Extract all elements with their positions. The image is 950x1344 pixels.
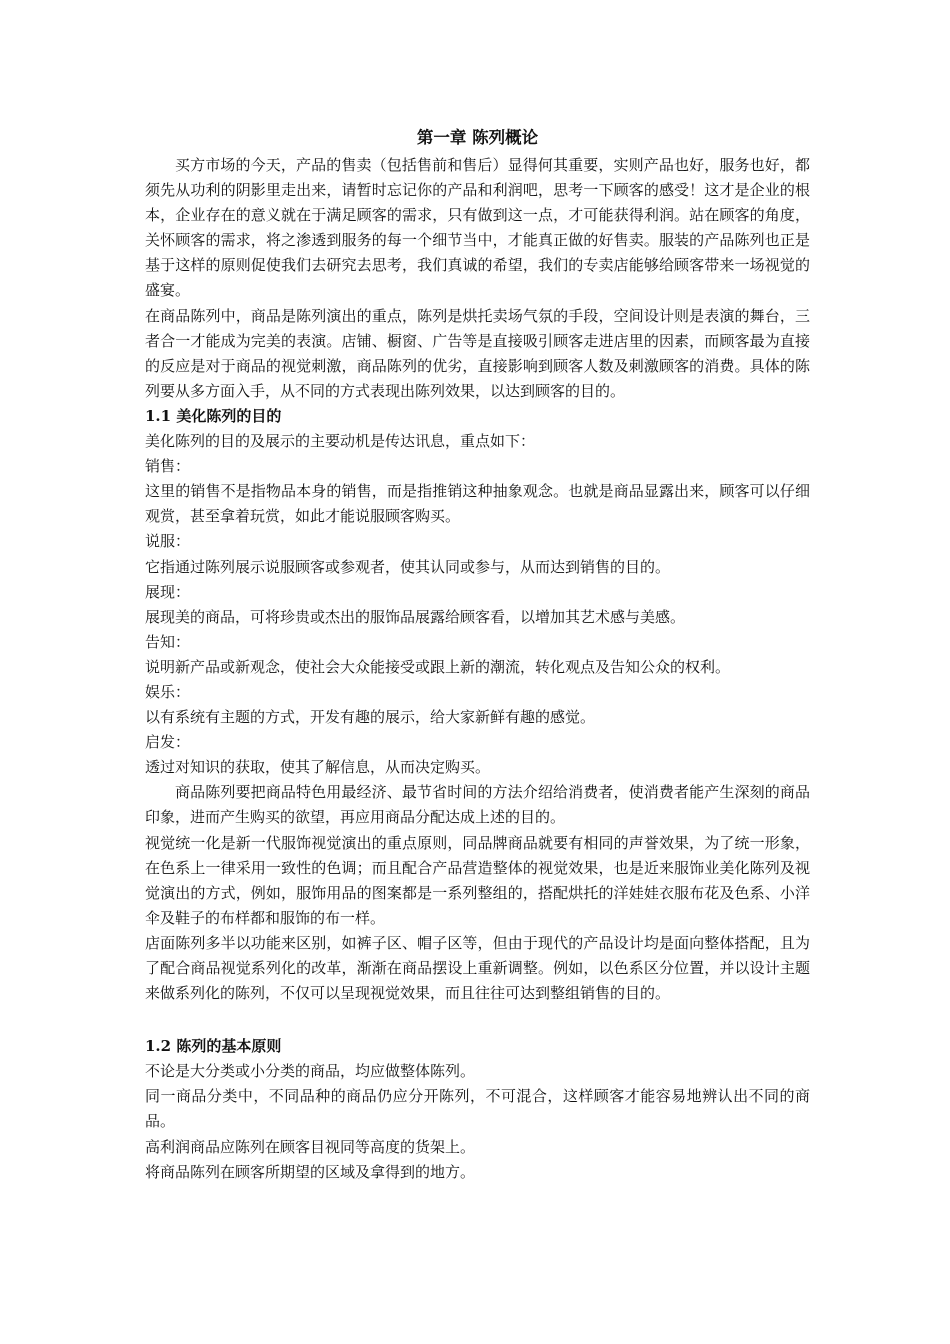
chapter-title: 第一章 陈列概论 — [416, 128, 539, 147]
principle-line: 同一商品分类中，不同品种的商品仍应分开陈列，不可混合，这样顾客才能容易地辨认出不同的商品。 — [145, 1087, 810, 1131]
item-term: 娱乐： — [145, 682, 191, 701]
section-heading-1-2: 1.2 陈列的基本原则 — [145, 1037, 282, 1056]
intro-paragraph-2: 在商品陈列中，商品是陈列演出的重点，陈列是烘托卖场气氛的手段，空间设计则是表演的舞台，三者合一才能成为完美的表演。店铺、橱窗、广告等是直接吸引顾客走进店里的因素，而顾客最为直接的反应是对于商品的视觉刺激，商品陈列的优劣，直接影响到顾客人数及刺激顾客的消费。具体的陈列要从多方面入手，从不同的方式表现出陈列效果，以达到顾客的目的。 — [145, 306, 810, 400]
item-description: 它指通过陈列展示说服顾客或参观者，使其认同或参与，从而达到销售的目的。 — [145, 557, 671, 576]
closing-paragraph-3: 店面陈列多半以功能来区别，如裤子区、帽子区等，但由于现代的产品设计均是面向整体搭配，且为了配合商品视觉系列化的改革，渐渐在商品摆设上重新调整。例如，以色系区分位置，并以设计主题来做系列化的陈列，不仅可以呈现视觉效果，而且往往可达到整组销售的目的。 — [145, 933, 810, 1003]
paragraph-spacer — [145, 1006, 810, 1034]
document-page — [145, 123, 810, 1185]
item-term: 启发： — [145, 733, 191, 752]
section-heading-1-1: 1.1 美化陈列的目的 — [145, 406, 282, 425]
closing-paragraph-2: 视觉统一化是新一代服饰视觉演出的重点原则，同品牌商品就要有相同的声誉效果，为了统一形象，在色系上一律采用一致性的色调；而且配合产品营造整体的视觉效果，也是近来服饰业美化陈列及视觉演出的方式，例如，服饰用品的图案都是一系列整组的，搭配烘托的洋娃娃衣服布花及色系、小洋伞及鞋子的布样都和服饰的布一样。 — [145, 833, 810, 927]
item-term: 告知： — [145, 632, 191, 651]
item-description: 这里的销售不是指物品本身的销售，而是指推销这种抽象观念。也就是商品显露出来，顾客可以仔细观赏，甚至拿着玩赏，如此才能说服顾客购买。 — [145, 482, 810, 526]
item-term: 销售： — [145, 457, 191, 476]
item-description: 透过对知识的获取，使其了解信息，从而决定购买。 — [145, 758, 491, 777]
item-description: 展现美的商品，可将珍贵或杰出的服饰品展露给顾客看，以增加其艺术感与美感。 — [145, 607, 686, 626]
section-lead: 美化陈列的目的及展示的主要动机是传达讯息，重点如下： — [145, 432, 536, 451]
item-term: 说服： — [145, 532, 191, 551]
item-description: 以有系统有主题的方式，开发有趣的展示，给大家新鲜有趣的感觉。 — [145, 708, 596, 727]
principle-line: 不论是大分类或小分类的商品，均应做整体陈列。 — [145, 1062, 476, 1081]
principle-line: 高利润商品应陈列在顾客目视同等高度的货架上。 — [145, 1137, 476, 1156]
intro-paragraph-1: 买方市场的今天，产品的售卖（包括售前和售后）显得何其重要，实则产品也好，服务也好，都须先从功利的阴影里走出来，请暂时忘记你的产品和利润吧，思考一下顾客的感受！这才是企业的根本，企业存在的意义就在于满足顾客的需求，只有做到这一点，才可能获得利润。站在顾客的角度，关怀顾客的需求，将之渗透到服务的每一个细节当中，才能真正做的好售卖。服装的产品陈列也正是基于这样的原则促使我们去研究去思考，我们真诚的希望，我们的专卖店能够给顾客带来一场视觉的盛宴。 — [145, 156, 810, 300]
item-term: 展现： — [145, 582, 191, 601]
principle-line: 将商品陈列在顾客所期望的区域及拿得到的地方。 — [145, 1162, 476, 1181]
closing-paragraph-1: 商品陈列要把商品特色用最经济、最节省时间的方法介绍给消费者，使消费者能产生深刻的商品印象，进而产生购买的欲望，再应用商品分配达成上述的目的。 — [145, 783, 810, 827]
item-description: 说明新产品或新观念，使社会大众能接受或跟上新的潮流，转化观点及告知公众的权利。 — [145, 657, 731, 676]
